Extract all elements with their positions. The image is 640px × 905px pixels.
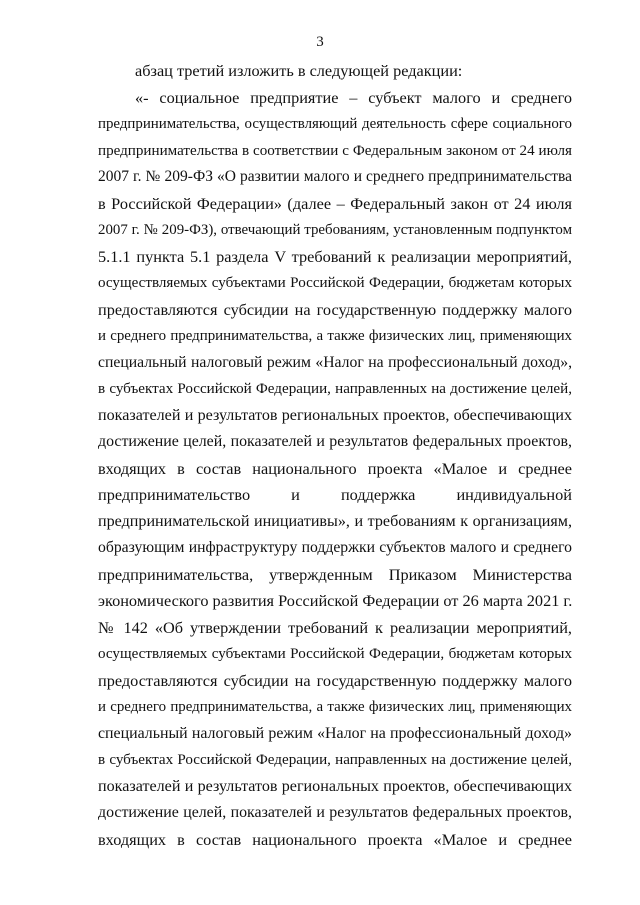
text-line: и среднего предпринимательства, а также физических лиц, применяющих: [98, 328, 572, 344]
text-line: образующим инфраструктуру поддержки субъектов малого и среднего: [98, 539, 572, 556]
text-line: показателей и результатов региональных проектов, обеспечивающих: [98, 406, 572, 424]
text-line: предпринимательской инициативы», и требованиям к организациям,: [98, 512, 572, 530]
text-line: «- социальное предприятие – субъект малого и среднего: [135, 87, 572, 107]
text-line: 2007 г. № 209-ФЗ «О развитии малого и среднего предпринимательства: [98, 168, 572, 185]
page-number: 3: [316, 34, 324, 50]
text-line: экономического развития Российской Федерации от 26 марта 2021 г.: [98, 591, 572, 610]
document-body: [98, 58, 572, 853]
text-line: достижение целей, показателей и результатов федеральных проектов,: [98, 433, 572, 450]
text-line: предпринимательства в соответствии с Федеральным законом от 24 июля: [98, 142, 572, 159]
text-line: в субъектах Российской Федерации, направленных на достижение целей,: [98, 752, 572, 768]
text-line: 2007 г. № 209-ФЗ), отвечающий требованиям, установленным подпунктом: [98, 222, 572, 238]
text-line: входящих в состав национального проекта «Малое и среднее: [98, 829, 572, 849]
text-line: достижение целей, показателей и результатов федеральных проектов,: [98, 804, 572, 821]
text-line: специальный налоговый режим «Налог на профессиональный доход»,: [98, 353, 572, 371]
text-line: абзац третий изложить в следующей редакции:: [135, 61, 463, 80]
text-line: предоставляются субсидии на государственную поддержку малого: [98, 670, 572, 690]
text-line: предпринимательства, осуществляющий деятельность сфере социального: [98, 116, 572, 132]
text-line: предоставляются субсидии на государственную поддержку малого: [98, 299, 572, 319]
text-line: предпринимательства, утвержденным Приказом Министерства: [98, 564, 572, 584]
text-line: предпринимательство и поддержка индивидуальной: [98, 485, 572, 504]
text-line: специальный налоговый режим «Налог на профессиональный доход»: [98, 724, 572, 742]
text-line: 5.1.1 пункта 5.1 раздела V требований к реализации мероприятий,: [98, 246, 572, 266]
text-line: № 142 «Об утверждении требований к реализации мероприятий,: [98, 617, 572, 637]
text-line: осуществляемых субъектами Российской Федерации, бюджетам которых: [98, 275, 572, 291]
text-line: и среднего предпринимательства, а также физических лиц, применяющих: [98, 699, 572, 715]
text-line: осуществляемых субъектами Российской Федерации, бюджетам которых: [98, 646, 572, 662]
text-line: в субъектах Российской Федерации, направленных на достижение целей,: [98, 381, 572, 397]
text-line: в Российской Федерации» (далее – Федеральный закон от 24 июля: [98, 193, 572, 213]
text-line: показателей и результатов региональных проектов, обеспечивающих: [98, 777, 572, 795]
text-line: входящих в состав национального проекта «Малое и среднее: [98, 458, 572, 478]
